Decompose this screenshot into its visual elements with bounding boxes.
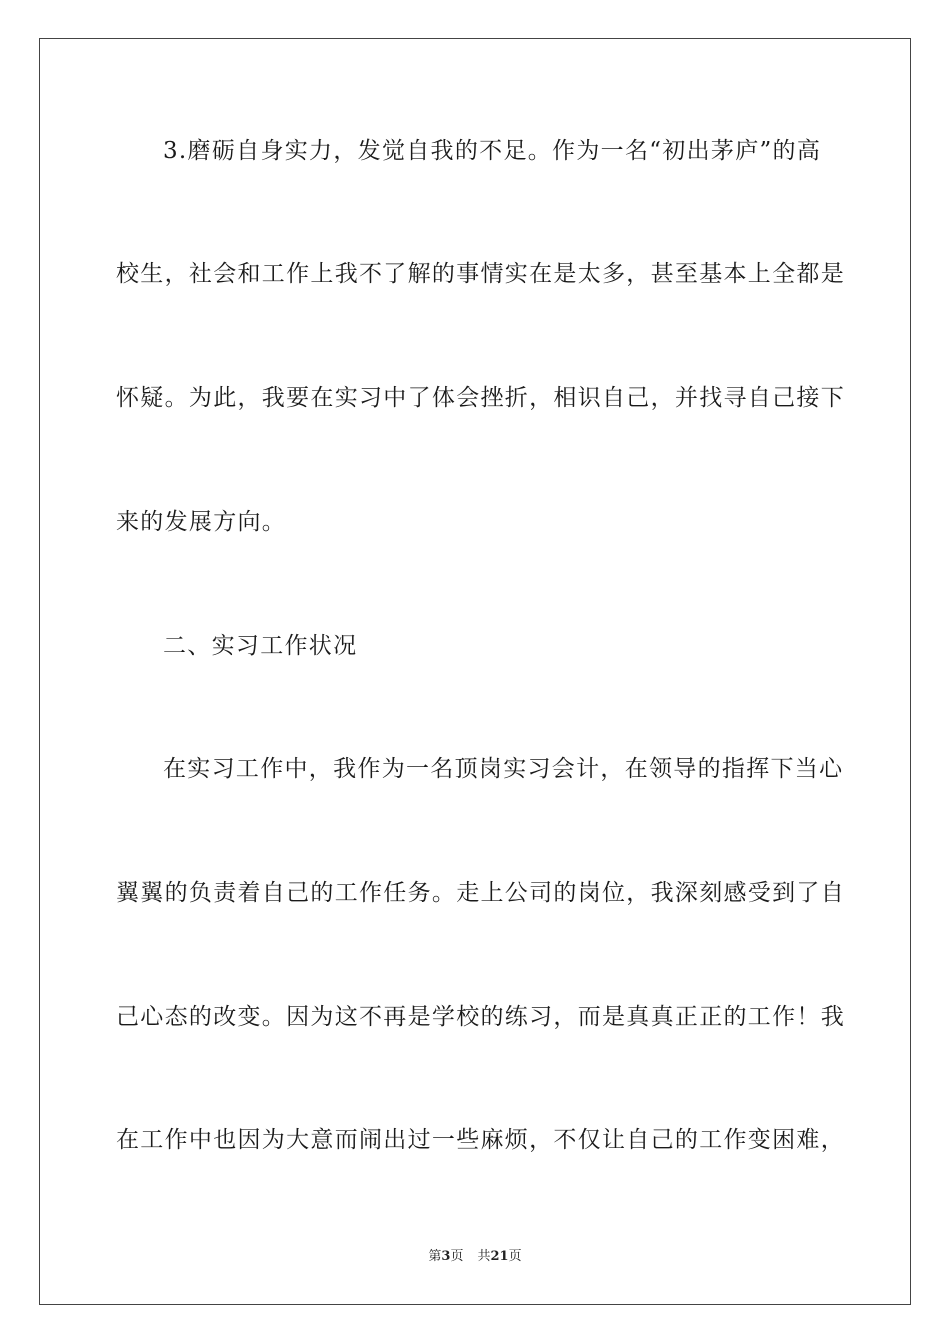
section-heading: 二、实习工作状况 xyxy=(163,633,358,659)
paragraph-line-3: 怀疑。为此，我要在实习中了体会挫折，相识自己，并找寻自己接下 xyxy=(116,385,845,411)
paragraph-line-8: 在工作中也因为大意而闹出过一些麻烦，不仅让自己的工作变困难， xyxy=(116,1127,845,1153)
paragraph-line-5: 在实习工作中，我作为一名顶岗实习会计，在领导的指挥下当心 xyxy=(163,756,844,782)
footer-page-current: 3 xyxy=(441,1249,451,1264)
footer-page-total: 21 xyxy=(490,1249,509,1264)
footer-total-suffix: 页 xyxy=(508,1249,522,1264)
footer-total-prefix: 共 xyxy=(477,1249,491,1264)
paragraph-line-4: 来的发展方向。 xyxy=(116,509,287,535)
paragraph-line-7: 己心态的改变。因为这不再是学校的练习，而是真真正正的工作！我 xyxy=(116,1004,845,1030)
page-footer xyxy=(0,1248,950,1266)
paragraph-line-2: 校生，社会和工作上我不了解的事情实在是太多，甚至基本上全都是 xyxy=(116,261,845,287)
paragraph-line-1: 3.磨砺自身实力，发觉自我的不足。作为一名“初出茅庐”的高 xyxy=(163,138,822,164)
footer-page-prefix: 第 xyxy=(428,1249,442,1264)
page-border xyxy=(39,38,911,1305)
footer-page-suffix: 页 xyxy=(450,1249,464,1264)
paragraph-line-6: 翼翼的负责着自己的工作任务。走上公司的岗位，我深刻感受到了自 xyxy=(116,880,845,906)
